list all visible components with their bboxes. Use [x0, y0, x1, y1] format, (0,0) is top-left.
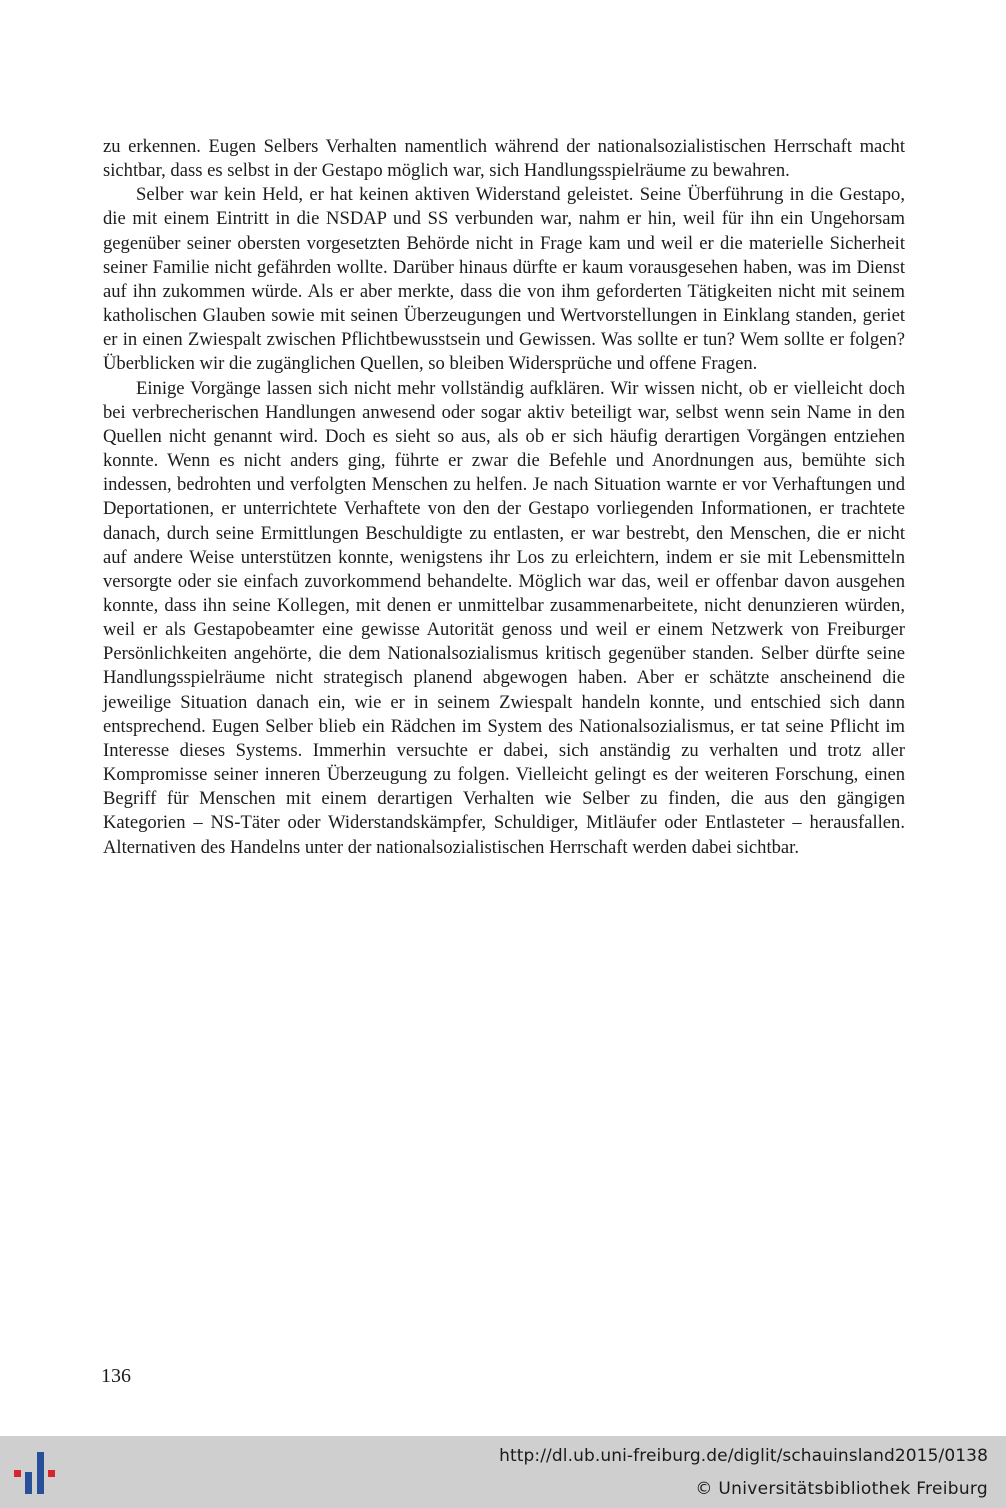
paragraph-2: Selber war kein Held, er hat keinen aktiven Widerstand geleistet. Seine Überführung in die Gestapo, die mit einem Eintritt in die NSDAP und SS verbunden war, nahm er hin, weil für ihn ein Ungehorsam gegenüber seiner obersten vorgesetzten Behörde nicht in Frage kam und weil er die materielle Sicherheit seiner Familie nicht gefährden wollte. Darüber hinaus dürfte er kaum vorausgesehen haben, was im Dienst auf ihn zukommen würde. Als er aber merkte, dass die von ihm geforderten Tätigkeiten nicht mit seinem katholischen Glauben sowie mit seinen Überzeugungen und Wertvorstellungen in Einklang standen, geriet er in einen Zwiespalt zwischen Pflichtbewusstsein und Gewissen. Was sollte er tun? Wem sollte er folgen? Überblicken wir die zugänglichen Quellen, so bleiben Widersprüche und offene Fragen. [103, 184, 905, 375]
footer-bar [0, 1436, 1006, 1508]
paragraph-3: Einige Vorgänge lassen sich nicht mehr vollständig aufklären. Wir wissen nicht, ob er vielleicht doch bei verbrecherischen Handlungen anwesend oder sogar aktiv beteiligt war, selbst wenn sein Name in den Quellen nicht genannt wird. Doch es sieht so aus, als ob er sich häufig derartigen Vorgängen entziehen konnte. Wenn es nicht anders ging, führte er zwar die Befehle und Anordnungen aus, bemühte sich indessen, bedrohten und verfolgten Menschen zu helfen. Je nach Situation warnte er vor Verhaftungen und Deportationen, er unterrichtete Verhaftete von den der Gestapo vorliegenden Informationen, er trachtete danach, durch seine Ermittlungen Beschuldigte zu entlasten, er war bestrebt, den Menschen, die er nicht auf andere Weise unterstützen konnte, wenigstens ihr Los zu erleichtern, indem er sie mit Lebensmitteln versorgte oder sie einfach zuvorkommend behandelte. Möglich war das, weil er offenbar davon ausgehen konnte, dass ihn seine Kollegen, mit denen er unmittelbar zusammenarbeitete, nicht denunzieren würden, weil er als Gestapobeamter eine gewisse Autorität genoss und weil er einem Netzwerk von Freiburger Persönlichkeiten angehörte, die dem Nationalsozialismus kritisch gegenüber standen. Selber dürfte seine Handlungsspielräume nicht strategisch planend abgewogen haben. Aber er schätzte anscheinend die jeweilige Situation danach ein, wie er in seinem Zwiespalt handeln konnte, und entschied sich dann entsprechend. Eugen Selber blieb ein Rädchen im System des Nationalsozialismus, er tat seine Pflicht im Interesse dieses Systems. Immerhin versuchte er dabei, sich anständig zu verhalten und trotz aller Kompromisse seiner inneren Überzeugung zu folgen. Vielleicht gelingt es der weiteren Forschung, einen Begriff für Menschen mit einem derartigen Verhalten wie Selber zu finden, die aus den gängigen Kategorien – NS-Täter oder Widerstandskämpfer, Schuldiger, Mitläufer oder Entlasteter – herausfallen. Alternativen des Handelns unter der nationalsozialistischen Herrschaft werden dabei sichtbar. [103, 377, 905, 858]
footer-url-link[interactable]: http://dl.ub.uni-freiburg.de/diglit/schauinsland2015/0138 [499, 1446, 988, 1466]
paragraph-1: zu erkennen. Eugen Selbers Verhalten namentlich während der nationalsozialistischen Herrschaft macht sichtbar, dass es selbst in der Gestapo möglich war, sich Handlungsspielräume zu bewahren. [103, 136, 905, 182]
ub-freiburg-logo-icon [10, 1448, 64, 1500]
page-number: 136 [101, 1365, 131, 1387]
page-body-text [103, 135, 905, 860]
footer-copyright: © Universitätsbibliothek Freiburg [695, 1479, 988, 1499]
